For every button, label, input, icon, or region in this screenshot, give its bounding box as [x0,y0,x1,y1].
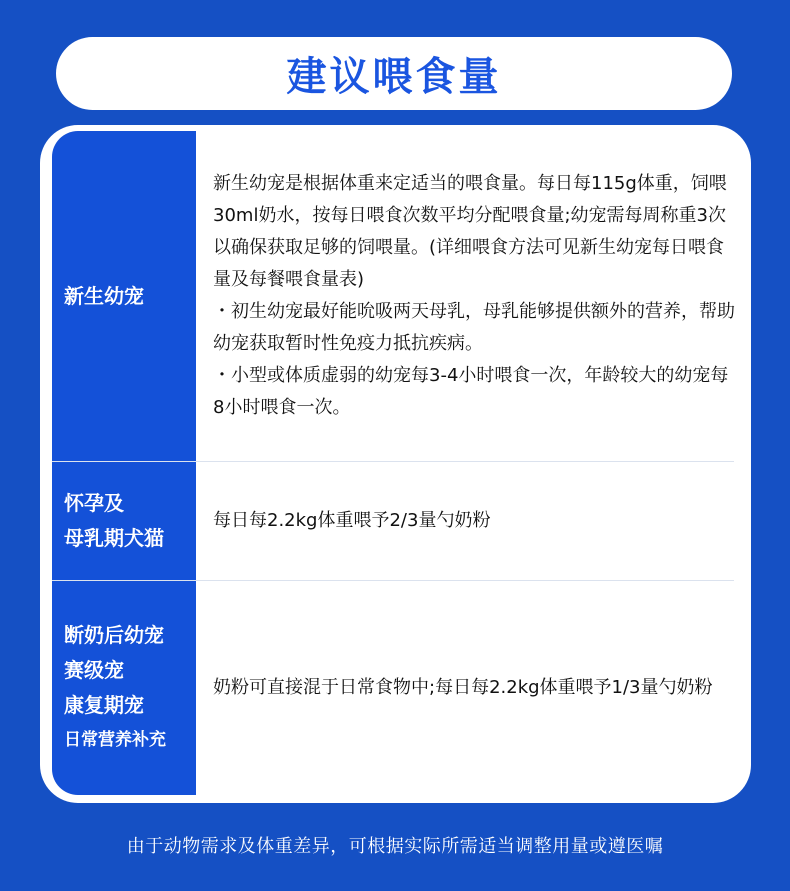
page-title: 建议喂食量 [286,54,502,100]
content-paragraph: 奶粉可直接混于日常食物中;每日每2.2kg体重喂予1/3量勺奶粉 [213,677,713,698]
content-paragraph: 每日每2.2kg体重喂予2/3量勺奶粉 [213,510,491,531]
table-row-newborn [40,131,751,461]
label-line: 怀孕及 [64,491,124,515]
row-label [52,581,196,795]
table-row-weaned [40,581,751,795]
feeding-table-card [40,125,751,803]
table-row-pregnant [40,462,751,580]
label-line: 新生幼宠 [64,283,144,308]
title-banner [56,37,732,110]
row-content [213,462,738,580]
label-line: 赛级宠 [64,658,124,682]
row-label [52,462,196,580]
row-content [213,581,738,795]
label-line: 日常营养补充 [64,730,166,750]
label-line: 断奶后幼宠 [64,623,164,647]
row-label [52,131,196,461]
content-paragraph: 新生幼宠是根据体重来定适当的喂食量。每日每115g体重，饲喂30ml奶水，按每日喂食次数平均分配喂食量;幼宠需每周称重3次以确保获取足够的饲喂量。(详细喂食方法可见新生幼宠每日喂食量及每餐喂食量表) [213,173,727,290]
label-line: 母乳期犬猫 [64,526,164,550]
content-paragraph: ・初生幼宠最好能吮吸两天母乳，母乳能够提供额外的营养，帮助幼宠获取暂时性免疫力抵抗疾病。 [213,301,735,354]
label-line: 康复期宠 [64,693,144,717]
content-paragraph: ・小型或体质虚弱的幼宠每3-4小时喂食一次，年龄较大的幼宠每8小时喂食一次。 [213,365,729,418]
row-content [213,131,738,461]
footer-note: 由于动物需求及体重差异，可根据实际所需适当调整用量或遵医嘱 [126,836,664,857]
